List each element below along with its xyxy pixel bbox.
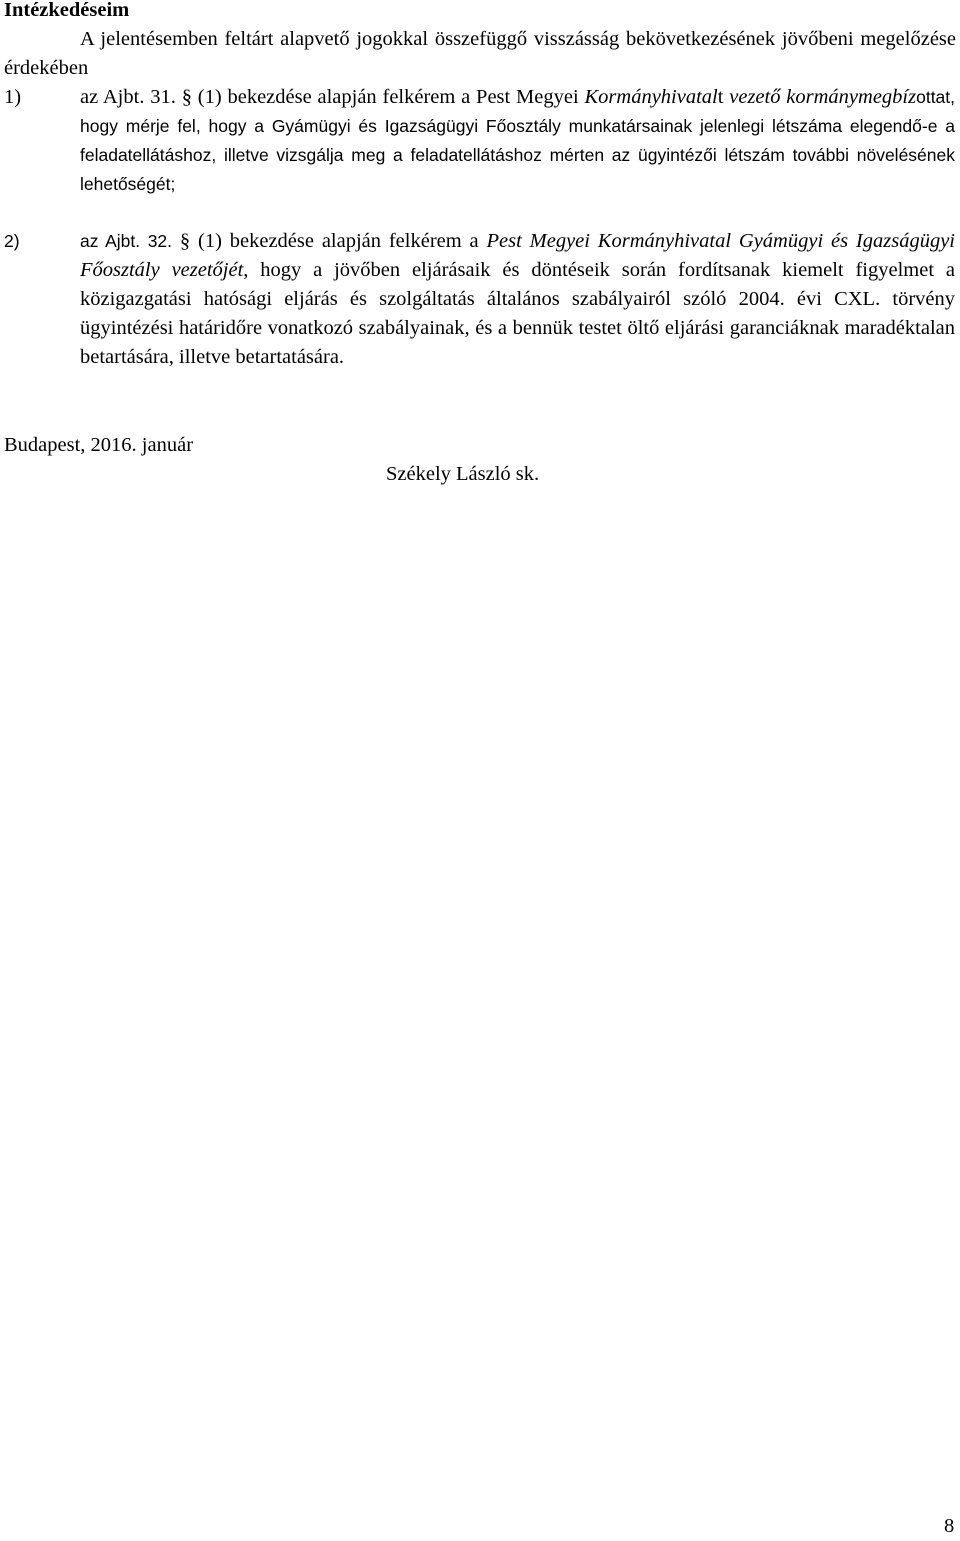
list-item-number: 2) <box>4 231 20 251</box>
page-number: 8 <box>944 1515 955 1537</box>
list-item-2 <box>4 227 955 372</box>
item-text-italic: vezető kormánymegbíz <box>729 86 917 108</box>
item-text-italic: Pest Megyei Kormányhivatal Gyámügyi és Igazságügyi Főosztály vezetőjét <box>80 230 955 281</box>
list-item-1 <box>4 83 956 199</box>
item-text: , hogy a jövőben eljárásaik és döntéseik során fordítsanak kiemelt figyelmet a közigazgatási hatósági eljárás és szolgáltatás általános szabályairól szóló 2004. évi CXL. törvény ügyintézési határidőre vonatkozó szabályainak, és a bennük testet öltő eljárási garanciáknak maradéktalan betartására, illetve betartatására. <box>80 259 955 368</box>
intro-paragraph: A jelentésemben feltárt alapvető jogokkal összefüggő visszásság bekövetkezésének jövőbeni megelőzése érdekében <box>4 28 956 79</box>
item-text: az Ajbt. 31. § (1) bekezdése alapján felkérem a Pest Megyei <box>80 86 585 108</box>
section-heading: Intézkedéseim <box>4 0 130 21</box>
item-text: t <box>717 86 730 108</box>
list-item-number: 1) <box>4 86 22 108</box>
item-text: § (1) bekezdése alapján felkérem a <box>172 230 487 252</box>
place-and-date: Budapest, 2016. január <box>4 434 194 456</box>
item-text: ottat, hogy mérje fel, hogy a Gyámügyi és Igazságügyi Főosztály munkatársainak jelenlegi létszáma elegendő-e a feladatellátáshoz, illetve vizsgálja meg a feladatellátáshoz mérten az ügyintézői létszám további növelésének lehetőségét; <box>80 87 956 194</box>
item-text-italic: Kormányhivatal <box>584 86 718 108</box>
item-text: az Ajbt. 32. <box>80 231 173 251</box>
signature: Székely László sk. <box>386 463 540 485</box>
